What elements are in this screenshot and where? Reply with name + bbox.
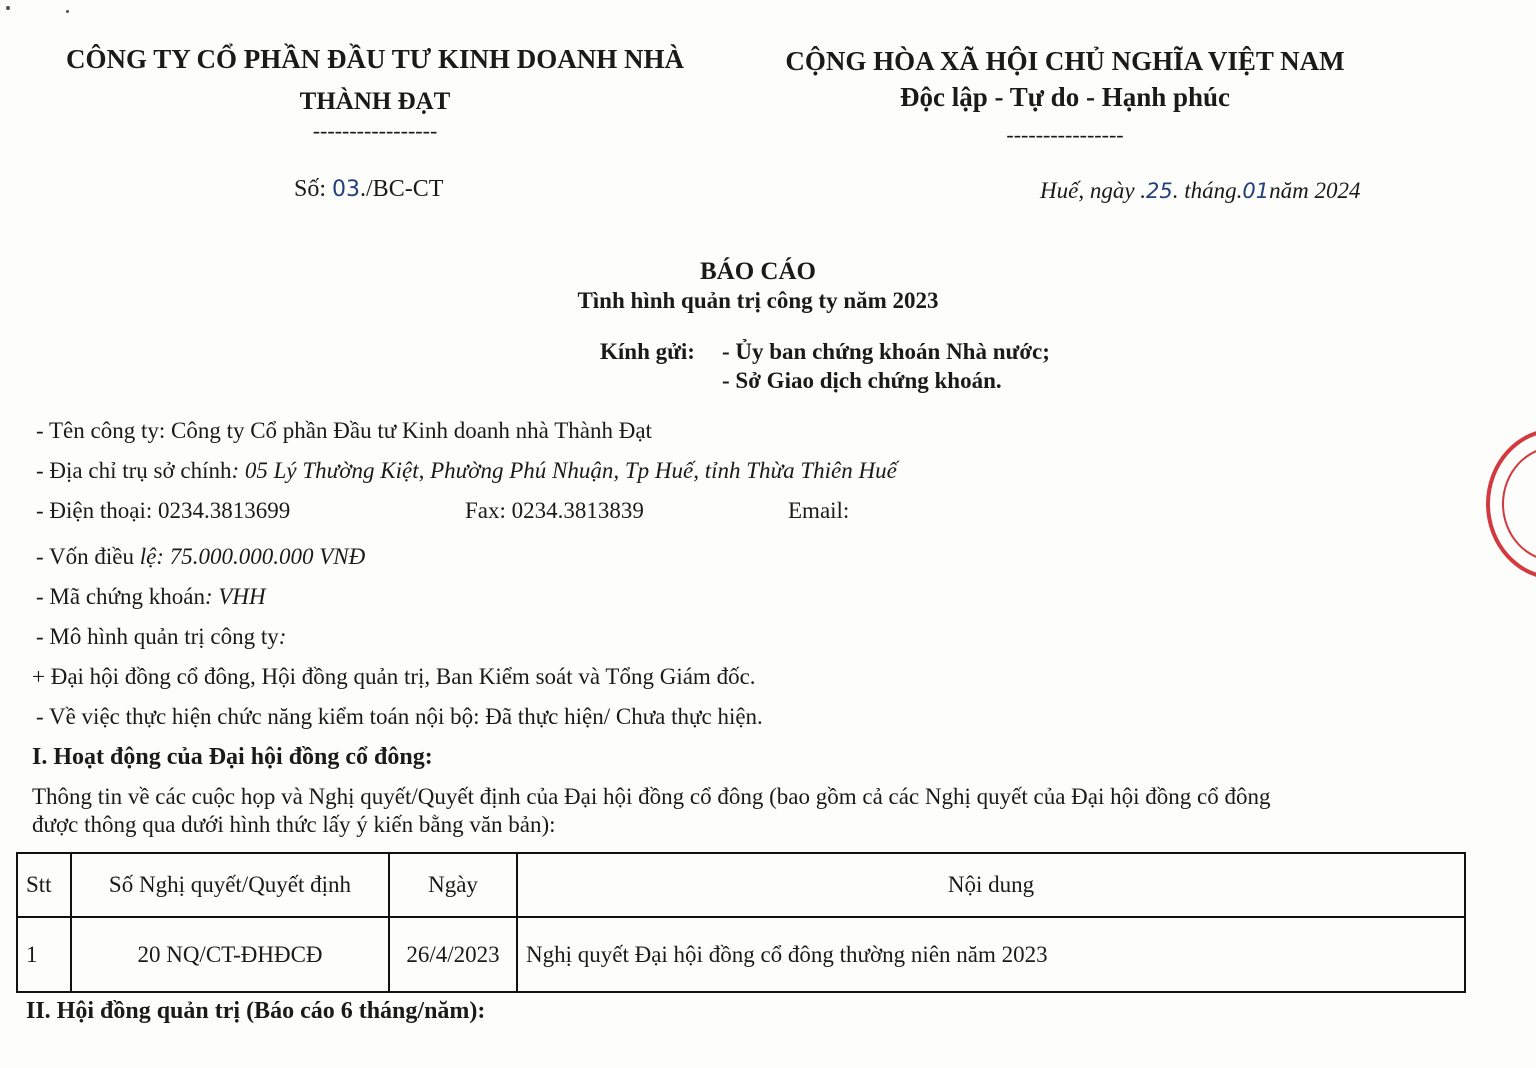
- phone-line: [36, 498, 290, 524]
- national-motto: Độc lập - Tự do - Hạnh phúc: [899, 82, 1231, 112]
- stock-code-label: - Mã chứng khoán: [36, 584, 205, 609]
- national-title: CỘNG HÒA XÃ HỘI CHỦ NGHĨA VIỆT NAM: [785, 46, 1345, 76]
- capital-label: - Vốn điều: [36, 544, 140, 569]
- governance-model-line: [36, 624, 286, 650]
- company-divider: -----------------: [312, 118, 438, 143]
- section-1-paragraph-line2: được thông qua dưới hình thức lấy ý kiến bằng văn bản):: [32, 812, 556, 837]
- table-row: [17, 917, 1465, 992]
- recipient-item: - Sở Giao dịch chứng khoán.: [722, 368, 1002, 393]
- date-part1: Huế, ngày .: [1040, 178, 1147, 203]
- phone-label: - Điện thoại: [36, 498, 146, 523]
- cell-resolution-number: 20 NQ/CT-ĐHĐCĐ: [71, 917, 389, 992]
- section-2-heading: II. Hội đồng quản trị (Báo cáo 6 tháng/năm):: [26, 998, 486, 1024]
- column-header-stt: Stt: [17, 853, 71, 917]
- fax-field: Fax: 0234.3813839: [465, 498, 644, 523]
- date-day: 25: [1146, 179, 1173, 203]
- stock-code-value: : VHH: [204, 584, 266, 609]
- stock-code-line: [36, 584, 266, 610]
- internal-audit-line: - Về việc thực hiện chức năng kiểm toán nội bộ: Đã thực hiện/ Chưa thực hiện.: [36, 704, 763, 729]
- document-number-suffix: ./BC-CT: [360, 176, 444, 202]
- table-header-row: [17, 853, 1465, 917]
- document-number-handwritten: 03: [332, 177, 361, 202]
- recipient-item: - Ủy ban chứng khoán Nhà nước;: [722, 339, 1050, 364]
- company-name-line2: THÀNH ĐẠT: [299, 88, 451, 115]
- date-month: 01: [1242, 179, 1270, 203]
- company-seal-icon: [1486, 428, 1536, 580]
- document-number: [294, 176, 443, 203]
- report-title: BÁO CÁO: [700, 258, 816, 285]
- scan-speck: [6, 6, 10, 10]
- phone-value: : 0234.3813699: [145, 498, 291, 523]
- document-number-prefix: Số:: [294, 176, 333, 202]
- governance-model-colon: :: [278, 624, 287, 649]
- column-header-date: Ngày: [389, 853, 517, 917]
- capital-line: [36, 544, 365, 570]
- seal-inner-ring: [1502, 446, 1536, 562]
- report-subtitle: Tình hình quản trị công ty năm 2023: [577, 288, 939, 313]
- governance-model-value: + Đại hội đồng cổ đông, Hội đồng quản trị, Ban Kiểm soát và Tổng Giám đốc.: [32, 664, 756, 689]
- column-header-resolution-number: Số Nghị quyết/Quyết định: [71, 853, 389, 917]
- cell-stt: 1: [17, 917, 71, 992]
- resolutions-table: [16, 852, 1466, 993]
- governance-model-label: - Mô hình quản trị công ty: [36, 624, 279, 649]
- capital-value: lệ: 75.000.000.000 VNĐ: [139, 544, 366, 569]
- address-line: [36, 458, 897, 484]
- date-part3: năm 2024: [1269, 178, 1361, 203]
- national-divider: ----------------: [1006, 122, 1124, 147]
- company-name-line: - Tên công ty: Công ty Cổ phần Đầu tư Kinh doanh nhà Thành Đạt: [36, 418, 652, 443]
- cell-date: 26/4/2023: [389, 917, 517, 992]
- date-line: [1040, 178, 1361, 204]
- cell-content: Nghị quyết Đại hội đồng cổ đông thường niên năm 2023: [517, 917, 1465, 992]
- address-label: - Địa chỉ trụ sở chính: [36, 458, 232, 483]
- email-field: Email:: [788, 498, 850, 523]
- date-part2: . tháng.: [1172, 178, 1243, 203]
- section-1-paragraph-line1: Thông tin về các cuộc họp và Nghị quyết/Quyết định của Đại hội đồng cổ đông (bao gồm cả các Nghị quyết của Đại hội đồng cổ đông: [32, 784, 1271, 809]
- address-value: : 05 Lý Thường Kiệt, Phường Phú Nhuận, Tp Huế, tỉnh Thừa Thiên Huế: [231, 458, 897, 483]
- recipients-label: Kính gửi:: [600, 339, 695, 364]
- scan-speck: [66, 10, 69, 13]
- column-header-content: Nội dung: [517, 853, 1465, 917]
- company-name-line1: CÔNG TY CỔ PHẦN ĐẦU TƯ KINH DOANH NHÀ: [65, 44, 685, 74]
- section-1-heading: I. Hoạt động của Đại hội đồng cổ đông:: [32, 744, 433, 770]
